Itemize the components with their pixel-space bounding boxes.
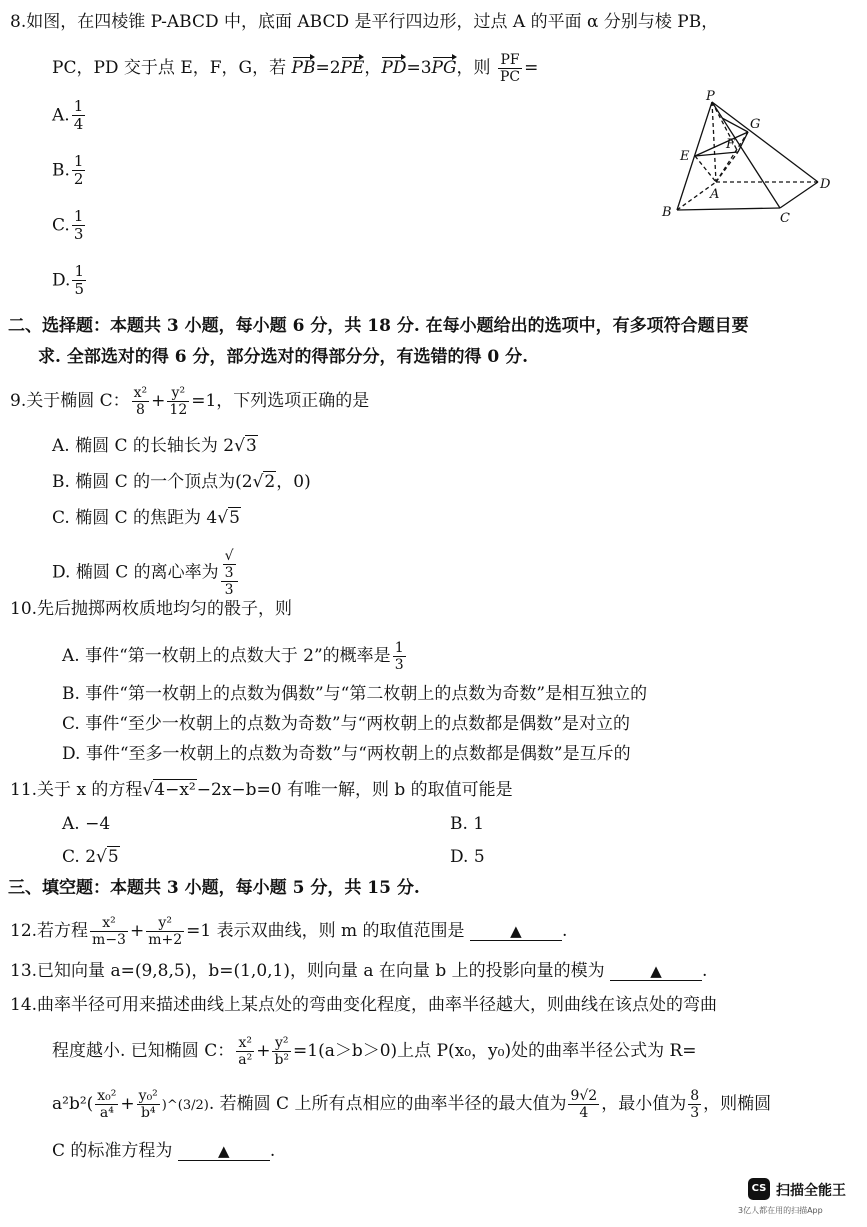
q8-option-b: B. $\frac{1}{2}$ xyxy=(52,152,84,189)
camscanner-tagline: 3亿人都在用的扫描App xyxy=(738,1206,823,1215)
q8-line2-text: PC，PD 交于点 E，F，G，若 xyxy=(52,58,287,79)
q10-stem: 10.先后抛掷两枚质地均匀的骰子，则 xyxy=(10,599,293,619)
q10-option-b: B. 事件“第一枚朝上的点数为偶数”与“第二枚朝上的点数为奇数”是相互独立的 xyxy=(62,684,648,704)
q8-line2 xyxy=(52,52,538,85)
q9-stem: 9.关于椭圆 C： $\frac{\text{x²}}{8}$ + $\frac{\text{y²}}{12}$ =1，下列选项正确的是 xyxy=(10,385,370,419)
q10-option-d: D. 事件“至多一枚朝上的点数为奇数”与“两枚朝上的点数都是偶数”是互斥的 xyxy=(62,744,631,764)
camscanner-logo-icon: CS xyxy=(748,1178,770,1200)
q9-option-a: A. 椭圆 C 的长轴长为 2√3 xyxy=(52,436,257,456)
q8-option-c: C. $\frac{1}{3}$ xyxy=(52,207,84,244)
q8-eq2: =3 xyxy=(406,58,432,79)
label-g: G xyxy=(750,117,761,132)
q8-line1: 8.如图，在四棱锥 P-ABCD 中，底面 ABCD 是平行四边形，过点 A 的平面 α 分别与棱 PB， xyxy=(10,12,719,32)
q12-stem: 12.若方程 $\frac{\text{x²}}{m-3}$ + $\frac{\text{y²}}{m+2}$ =1 表示双曲线，则 m 的取值范围是 ▲ . xyxy=(10,915,568,949)
q10-option-a: A. 事件“第一枚朝上的点数大于 2”的概率是 $\frac{1}{3}$ xyxy=(62,640,404,674)
q14-line4: C 的标准方程为 ▲ . xyxy=(52,1141,276,1161)
q9-option-b: B. 椭圆 C 的一个顶点为(2√2，0) xyxy=(52,472,311,492)
q14-line3: a²b²( $\frac{\text{x₀²}}{\text{a⁴}}$ + $\frac{\text{y₀²}}{\text{b⁴}}$ )^(3/2). 若椭圆 C 上所有点相应的曲率半径的最大值为 $\frac{9√2}{4}$ ，最小值为 $\frac{8}{3}$ ，则椭圆 xyxy=(52,1088,772,1122)
q11-option-c: C. 2√5 xyxy=(62,847,119,867)
q8-tail: = xyxy=(524,58,539,79)
q8-sep: ， xyxy=(364,58,382,79)
q11-stem: 11.关于 x 的方程√4−x²−2x−b=0 有唯一解，则 b 的取值可能是 xyxy=(10,780,513,800)
q9-option-d: D. 椭圆 C 的离心率为 √ 3 3 xyxy=(52,548,240,598)
q8-option-d: D. $\frac{1}{5}$ xyxy=(52,262,84,299)
q8-then: ，则 xyxy=(456,58,491,79)
q14-answer-blank[interactable]: ▲ xyxy=(178,1143,270,1161)
q12-answer-blank[interactable]: ▲ xyxy=(470,923,562,941)
q8-fraction: $\frac{PF}{PC}$ xyxy=(499,52,521,86)
camscanner-name: 扫描全能王 xyxy=(776,1183,846,1199)
vector-pb: PB xyxy=(291,58,316,79)
section2-line2: 求. 全部选对的得 6 分，部分选对的得部分分，有选错的得 0 分. xyxy=(38,347,529,367)
section3-title: 三、填空题：本题共 3 小题，每小题 5 分，共 15 分. xyxy=(8,878,420,898)
q11-option-a: A. −4 xyxy=(62,814,111,834)
q13-answer-blank[interactable]: ▲ xyxy=(610,963,702,981)
q8-eq1: =2 xyxy=(315,58,341,79)
pyramid-figure xyxy=(660,90,840,230)
q9-option-c: C. 椭圆 C 的焦距为 4√5 xyxy=(52,508,240,528)
q8-option-a: A. $\frac{1}{4}$ xyxy=(52,97,84,134)
label-p: P xyxy=(706,90,715,104)
vector-pg: PG xyxy=(431,58,457,79)
q14-line1: 14.曲率半径可用来描述曲线上某点处的弯曲变化程度，曲率半径越大，则曲线在该点处的弯曲 xyxy=(10,995,718,1015)
label-c: C xyxy=(780,211,790,226)
label-e: E xyxy=(680,149,690,164)
label-d: D xyxy=(820,177,831,192)
label-b: B xyxy=(662,205,672,220)
q13-stem: 13.已知向量 a=(9,8,5)，b=(1,0,1)，则向量 a 在向量 b 上的投影向量的模为 ▲ . xyxy=(10,961,708,981)
vector-pd: PD xyxy=(381,58,407,79)
q11-option-b: B. 1 xyxy=(450,814,485,834)
label-f: F xyxy=(726,137,736,152)
q14-line2: 程度越小. 已知椭圆 C： $\frac{\text{x²}}{\text{a²}}$ + $\frac{\text{y²}}{\text{b²}}$ =1(a＞b＞0)上点 P(x₀，y₀)处的曲率半径公式为 R= xyxy=(52,1035,697,1069)
q11-option-d: D. 5 xyxy=(450,847,485,867)
section2-line1: 二、选择题：本题共 3 小题，每小题 6 分，共 18 分. 在每小题给出的选项中，有多项符合题目要 xyxy=(8,316,749,336)
vector-pe: PE xyxy=(340,58,365,79)
q10-option-c: C. 事件“至少一枚朝上的点数为奇数”与“两枚朝上的点数都是偶数”是对立的 xyxy=(62,714,630,734)
label-a: A xyxy=(710,187,720,202)
